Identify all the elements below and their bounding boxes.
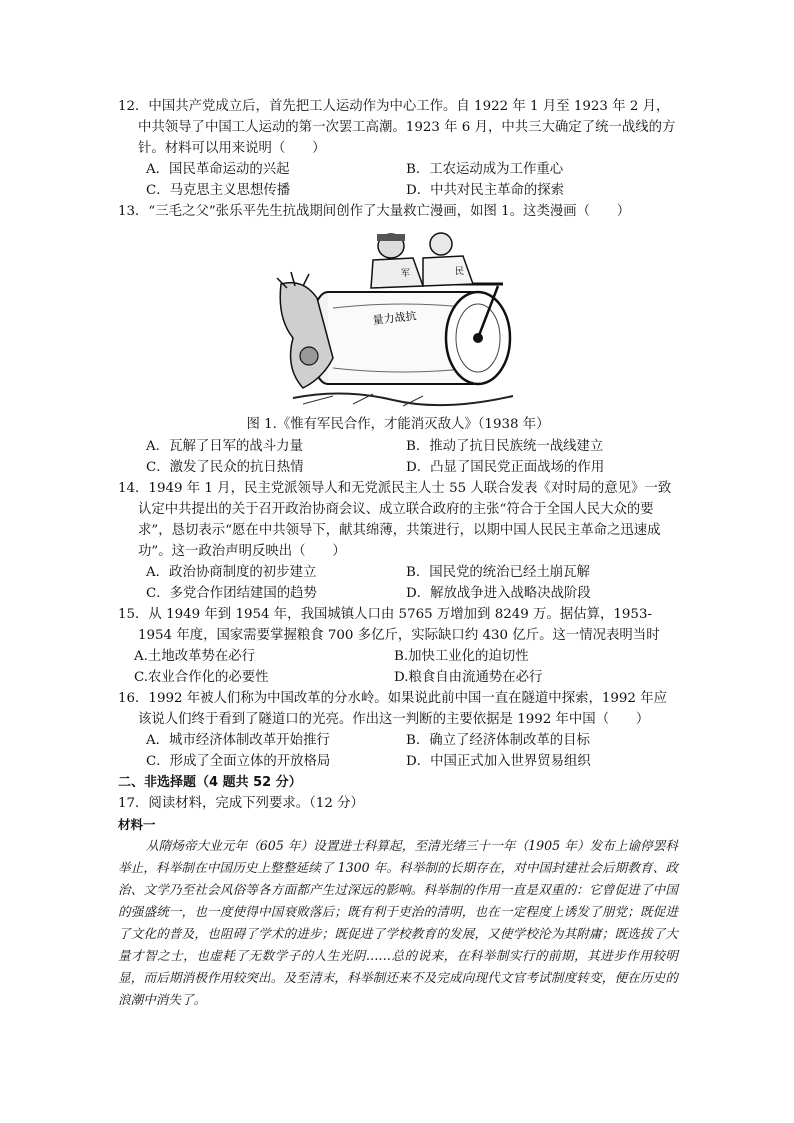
option-b[interactable]: B．工农运动成为工作重心 xyxy=(406,162,564,177)
soldier-label: 军 xyxy=(401,269,411,279)
cartoon-image xyxy=(273,228,523,410)
option-c[interactable]: C.农业合作化的必要性 xyxy=(134,670,269,685)
material-title: 材料一 xyxy=(118,817,156,832)
option-c[interactable]: C．形成了全面立体的开放格局 xyxy=(146,754,331,769)
question-17-stem: 17．阅读材料，完成下列要求。（12 分） xyxy=(118,796,364,811)
question-15-options xyxy=(118,646,678,688)
option-d[interactable]: D．解放战争进入战略决战阶段 xyxy=(406,586,591,601)
section-heading: 二、非选择题（4 题共 52 分） xyxy=(118,775,302,790)
question-13-stem: 13．“三毛之父”张乐平先生抗战期间创作了大量救亡漫画，如图 1。这类漫画（ ） xyxy=(118,204,631,219)
option-b[interactable]: B．确立了经济体制改革的目标 xyxy=(406,733,590,748)
option-a[interactable]: A．国民革命运动的兴起 xyxy=(146,162,290,177)
civilian-label: 民 xyxy=(455,267,465,277)
question-13-options xyxy=(118,436,678,478)
question-12-stem: 12．中国共产党成立后，首先把工人运动作为中心工作。自 1922 年 1 月至 1923 年 2 月，中共领导了中国工人运动的第一次罢工高潮。1923 年 6 月，中共三大确定了统一战线的方针。材料可以用来说明（ ） xyxy=(118,99,676,156)
question-12-options xyxy=(118,159,678,201)
question-14-stem: 14．1949 年 1 月，民主党派领导人和无党派民主人士 55 人联合发表《对时局的意见》一致认定中共提出的关于召开政治协商会议、成立联合政府的主张“符合于全国人民大众的要求”，恳切表示“愿在中共领导下，献其绵薄，共策进行，以期中国人民民主革命之迅速成功”。这一政治声明反映出（ ） xyxy=(118,481,672,559)
option-a[interactable]: A．政治协商制度的初步建立 xyxy=(146,565,317,580)
option-b[interactable]: B．国民党的统治已经土崩瓦解 xyxy=(406,565,590,580)
option-c[interactable]: C．多党合作团结建国的趋势 xyxy=(146,586,317,601)
option-a[interactable]: A.土地改革势在必行 xyxy=(134,649,256,664)
exam-page xyxy=(118,96,678,1011)
question-14-options xyxy=(118,562,678,604)
option-a[interactable]: A．瓦解了日军的战斗力量 xyxy=(146,439,303,454)
option-d[interactable]: D．中国正式加入世界贸易组织 xyxy=(406,754,591,769)
question-16-stem: 16．1992 年被人们称为中国改革的分水岭。如果说此前中国一直在隧道中探索，1992 年应该说人们终于看到了隧道口的光亮。作出这一判断的主要依据是 1992 年中国（ ） xyxy=(118,691,667,727)
option-d[interactable]: D．中共对民主革命的探索 xyxy=(406,183,565,198)
question-15-stem: 15．从 1949 年到 1954 年，我国城镇人口由 5765 万增加到 8249 万。据估算，1953-1954 年度，国家需要掌握粮食 700 多亿斤，实际缺口约 430 亿斤。这一情况表明当时 xyxy=(118,607,660,643)
cartoon-caption: 图 1.《惟有军民合作，才能消灭敌人》（1938 年） xyxy=(246,417,550,432)
material-text: 从隋炀帝大业元年（605 年）设置进士科算起，至清光绪三十一年（1905 年）发布上谕停罢科举止，科举制在中国历史上整整延续了 1300 年。科举制的长期存在，对中国封建社会后期教育、政治、文学乃至社会风俗等各方面都产生过深远的影响。科举制的作用一直是双重的：它曾促进了中国的强盛统一，也一度使得中国衰败落后；既有利于吏治的清明，也在一定程度上诱发了朋党；既促进了文化的普及，也阻碍了学术的进步；既促进了学校教育的发展，又使学校沦为其附庸；既选拔了大量才智之士，也虚耗了无数学子的人生光阴……总的说来，在科举制实行的前期，其进步作用较明显，而后期消极作用较突出。及至清末，科举制还来不及完成向现代文官考试制度转变，便在历史的浪潮中消失了。 xyxy=(118,838,678,1007)
option-b[interactable]: B．推动了抗日民族统一战线建立 xyxy=(406,439,604,454)
option-a[interactable]: A．城市经济体制改革开始推行 xyxy=(146,733,330,748)
option-c[interactable]: C．马克思主义思想传播 xyxy=(146,183,291,198)
option-d[interactable]: D．凸显了国民党正面战场的作用 xyxy=(406,460,605,475)
option-d[interactable]: D.粮食自由流通势在必行 xyxy=(394,670,543,685)
roller-label: 量力战抗 xyxy=(371,309,418,327)
option-b[interactable]: B.加快工业化的迫切性 xyxy=(394,649,529,664)
option-c[interactable]: C．激发了民众的抗日热情 xyxy=(146,460,304,475)
question-16-options xyxy=(118,730,678,772)
